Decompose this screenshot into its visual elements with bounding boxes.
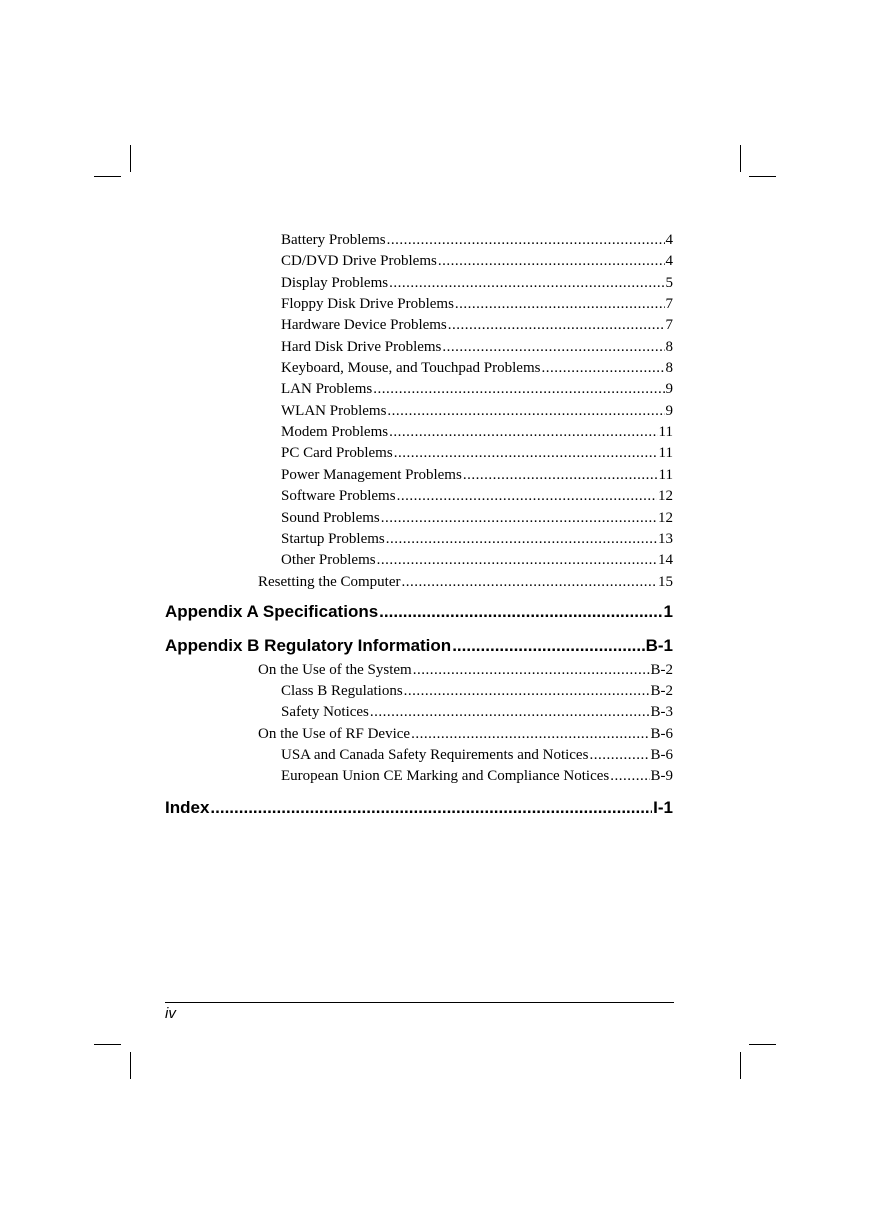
toc-entry-page: 4	[665, 232, 673, 248]
toc-entry-page: 15	[658, 574, 673, 590]
toc-heading-page: B-1	[645, 636, 673, 655]
toc-entry[interactable]	[281, 681, 673, 702]
toc-entry-label: Display Problems	[281, 275, 389, 291]
toc-entry-label: On the Use of RF Device	[258, 726, 411, 742]
toc-entry-page: 13	[658, 531, 673, 547]
toc-heading-label: Index	[165, 798, 210, 817]
toc-entry-label: Resetting the Computer	[258, 574, 401, 590]
toc-entry-page: 9	[665, 403, 673, 419]
toc-entry-page: 14	[658, 552, 673, 568]
toc-entry[interactable]	[281, 315, 673, 336]
toc-entry[interactable]	[281, 422, 673, 443]
toc-entry[interactable]	[281, 766, 673, 787]
toc-entry-label: European Union CE Marking and Compliance Notices	[281, 768, 610, 784]
toc-entry-label: Startup Problems	[281, 531, 385, 547]
toc-entry-label: Class B Regulations	[281, 683, 403, 699]
toc-entry-label: Sound Problems	[281, 510, 380, 526]
toc-entry-label: CD/DVD Drive Problems	[281, 253, 437, 269]
toc-entry-page: B-6	[650, 747, 673, 763]
toc-entry[interactable]	[281, 529, 673, 550]
toc-entry-resetting[interactable]	[258, 572, 673, 593]
toc-entry[interactable]	[281, 379, 673, 400]
toc-heading-label: Appendix A Specifications	[165, 602, 379, 621]
toc-entry[interactable]	[281, 273, 673, 294]
toc-heading-appendix-a[interactable]	[165, 600, 673, 624]
toc-entry-page: 12	[658, 488, 673, 504]
toc-entry[interactable]	[281, 294, 673, 315]
toc-entry[interactable]	[281, 337, 673, 358]
toc-entry-page: B-2	[650, 683, 673, 699]
toc-entry[interactable]	[281, 465, 673, 486]
toc-entry-page: 7	[665, 317, 673, 333]
toc-heading-page: 1	[663, 602, 673, 621]
toc-entry-label: Power Management Problems	[281, 467, 462, 483]
toc-entry-label: WLAN Problems	[281, 403, 387, 419]
toc-entry-page: 5	[665, 275, 673, 291]
toc-entry-label: Floppy Disk Drive Problems	[281, 296, 454, 312]
toc-heading-appendix-b[interactable]	[165, 634, 673, 658]
toc-entry-label: Software Problems	[281, 488, 396, 504]
toc-entry-page: 9	[665, 381, 673, 397]
toc-entry[interactable]	[281, 230, 673, 251]
toc-heading-page: I-1	[653, 798, 673, 817]
toc-heading-label: Appendix B Regulatory Information	[165, 636, 452, 655]
toc-entry-page: B-9	[650, 768, 673, 784]
toc-entry-label: LAN Problems	[281, 381, 373, 397]
toc-entry-label: On the Use of the System	[258, 662, 412, 678]
toc-entry-label: Safety Notices	[281, 704, 369, 720]
toc-entry-page: 7	[665, 296, 673, 312]
toc-entry-page: 11	[658, 445, 673, 461]
toc-entry-label: USA and Canada Safety Requirements and Notices	[281, 747, 589, 763]
toc-entry-page: 11	[658, 424, 673, 440]
toc-entry-page: B-2	[650, 662, 673, 678]
toc-entry-label: Keyboard, Mouse, and Touchpad Problems	[281, 360, 541, 376]
toc-entry-label: Hard Disk Drive Problems	[281, 339, 442, 355]
toc-entry[interactable]	[258, 660, 673, 681]
toc-entry[interactable]	[281, 486, 673, 507]
toc-entry-page: 12	[658, 510, 673, 526]
toc-heading-index[interactable]	[165, 796, 673, 820]
toc-entry[interactable]	[281, 401, 673, 422]
toc-entry-page: B-3	[650, 704, 673, 720]
toc-entry-page: B-6	[650, 726, 673, 742]
toc-entry-page: 11	[658, 467, 673, 483]
toc-entry[interactable]	[281, 745, 673, 766]
toc-entry[interactable]	[258, 724, 673, 745]
footer-rule	[165, 1002, 674, 1003]
toc-entry[interactable]	[281, 443, 673, 464]
toc-entry[interactable]	[281, 251, 673, 272]
toc-entry-label: Other Problems	[281, 552, 376, 568]
toc-entry-label: PC Card Problems	[281, 445, 393, 461]
toc-entry-page: 8	[665, 339, 673, 355]
toc-entry-page: 8	[665, 360, 673, 376]
toc-entry-page: 4	[665, 253, 673, 269]
toc-entry[interactable]	[281, 702, 673, 723]
page-number: iv	[165, 1005, 176, 1022]
toc-entry-label: Battery Problems	[281, 232, 386, 248]
toc-entry[interactable]	[281, 550, 673, 571]
toc-entry[interactable]	[281, 508, 673, 529]
toc-entry-label: Modem Problems	[281, 424, 389, 440]
toc-entry-label: Hardware Device Problems	[281, 317, 447, 333]
toc-entry[interactable]	[281, 358, 673, 379]
